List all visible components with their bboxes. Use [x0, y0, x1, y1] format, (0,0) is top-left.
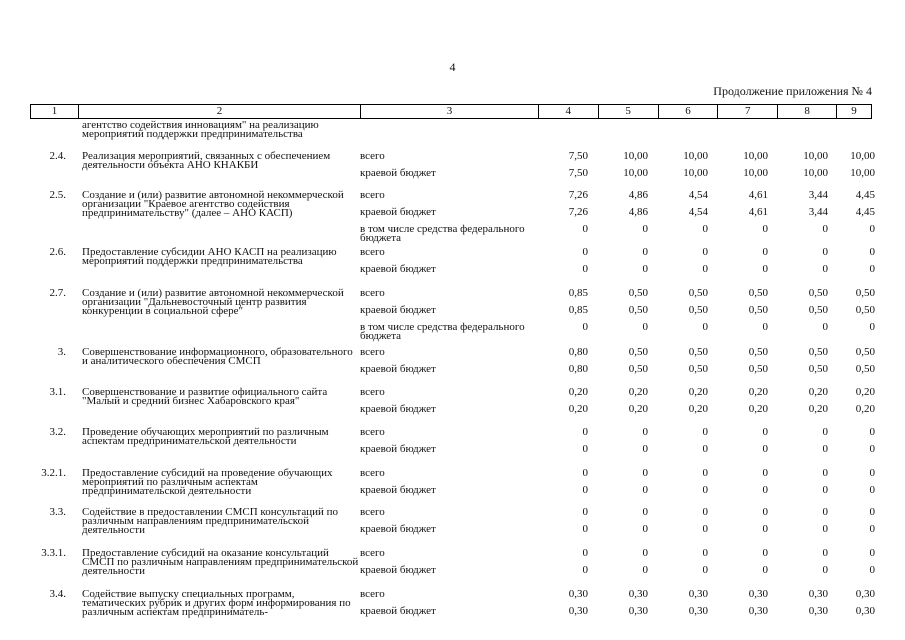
- value-cell: 0: [582, 426, 588, 438]
- value-cell: 3,44: [808, 206, 828, 218]
- row-number: 3.2.: [49, 426, 66, 438]
- funding-source: краевой бюджет: [360, 443, 436, 455]
- value-cell: 4,86: [628, 189, 648, 201]
- table-row: [30, 547, 875, 583]
- row-number: 3.3.1.: [41, 547, 66, 559]
- value-cell: 0: [582, 564, 588, 576]
- value-cell: 0,20: [568, 403, 588, 415]
- funding-source: краевой бюджет: [360, 363, 436, 375]
- value-cell: 0: [702, 484, 708, 496]
- funding-source: краевой бюджет: [360, 403, 436, 415]
- funding-line: [360, 323, 875, 341]
- table-row: [30, 588, 875, 624]
- value-cell: 0,50: [808, 304, 828, 316]
- funding-line: [360, 225, 875, 243]
- value-cell: 0,50: [748, 304, 768, 316]
- value-cell: 0: [869, 443, 875, 455]
- row-name: Предоставление субсидии АНО КАСП на реализацию мероприятий поддержки предпринимательства: [82, 246, 337, 267]
- value-cell: 0: [642, 484, 648, 496]
- funding-line: [360, 508, 875, 525]
- value-cell: 0: [702, 467, 708, 479]
- row-name: Совершенствование информационного, образовательного и аналитического обеспечения СМСП: [82, 346, 353, 367]
- table-row: [30, 189, 875, 244]
- value-cell: 0: [642, 523, 648, 535]
- funding-line: [360, 525, 875, 542]
- row-name: Содействие в предоставлении СМСП консультаций по различным направлениям предпринимательской деятельности: [82, 506, 339, 536]
- value-cell: 0: [762, 443, 768, 455]
- value-cell: 0: [702, 443, 708, 455]
- value-cell: 0,30: [568, 588, 588, 600]
- funding-source: всего: [360, 547, 385, 559]
- value-cell: 0: [702, 547, 708, 559]
- column-header: 2: [79, 105, 361, 118]
- value-cell: 10,00: [683, 167, 708, 179]
- table-row: [30, 346, 875, 382]
- funding-line: [360, 445, 875, 462]
- value-cell: 10,00: [803, 150, 828, 162]
- funding-line: [360, 152, 875, 169]
- value-cell: 0,85: [568, 304, 588, 316]
- value-cell: 0,30: [855, 605, 875, 617]
- row-number: 2.7.: [49, 287, 66, 299]
- value-cell: 7,50: [568, 150, 588, 162]
- value-cell: 0,50: [748, 346, 768, 358]
- funding-lines: [360, 348, 875, 382]
- funding-line: [360, 191, 875, 208]
- value-cell: 10,00: [623, 167, 648, 179]
- value-cell: 0: [582, 263, 588, 275]
- funding-source: краевой бюджет: [360, 167, 436, 179]
- row-number: 2.4.: [49, 150, 66, 162]
- column-header: 3: [361, 105, 539, 118]
- value-cell: 0: [642, 246, 648, 258]
- value-cell: 10,00: [683, 150, 708, 162]
- value-cell: 0,50: [808, 363, 828, 375]
- value-cell: 0: [822, 223, 828, 235]
- funding-line: [360, 348, 875, 365]
- value-cell: 0: [869, 321, 875, 333]
- value-cell: 0,50: [628, 363, 648, 375]
- value-cell: 0: [762, 547, 768, 559]
- value-cell: 0: [642, 467, 648, 479]
- value-cell: 10,00: [850, 167, 875, 179]
- funding-line: [360, 549, 875, 566]
- table-row: [30, 287, 875, 342]
- row-name: Предоставление субсидий на проведение обучающих мероприятий по различным аспектам предпринимательской деятельности: [82, 467, 333, 497]
- value-cell: 0,50: [628, 287, 648, 299]
- funding-source: всего: [360, 588, 385, 600]
- value-cell: 0: [582, 547, 588, 559]
- value-cell: 0: [869, 564, 875, 576]
- value-cell: 0: [762, 223, 768, 235]
- value-cell: 0: [762, 263, 768, 275]
- row-number: 2.5.: [49, 189, 66, 201]
- page-number: 4: [449, 60, 456, 74]
- value-cell: 0: [582, 523, 588, 535]
- value-cell: 0,50: [855, 287, 875, 299]
- value-cell: 0: [869, 484, 875, 496]
- funding-lines: [360, 388, 875, 422]
- table-body: [30, 119, 875, 630]
- funding-source: краевой бюджет: [360, 263, 436, 275]
- row-name: Совершенствование и развитие официального сайта "Малый и средний бизнес Хабаровского края": [82, 386, 328, 407]
- value-cell: 0: [762, 246, 768, 258]
- funding-line: [360, 365, 875, 382]
- value-cell: 0,50: [688, 346, 708, 358]
- value-cell: 0: [822, 523, 828, 535]
- column-header: 5: [599, 105, 659, 118]
- value-cell: 0: [869, 523, 875, 535]
- value-cell: 0: [869, 547, 875, 559]
- value-cell: 0: [642, 443, 648, 455]
- value-cell: 0: [582, 443, 588, 455]
- value-cell: 0: [762, 523, 768, 535]
- value-cell: 0: [762, 321, 768, 333]
- value-cell: 0,30: [688, 588, 708, 600]
- row-number: 3.2.1.: [41, 467, 66, 479]
- value-cell: 0: [582, 321, 588, 333]
- row-name: Содействие выпуску специальных программ, тематических рубрик и других форм информирования по различным аспектам предприниматель-: [82, 588, 351, 618]
- value-cell: 0,50: [688, 304, 708, 316]
- value-cell: 10,00: [803, 167, 828, 179]
- value-cell: 0: [869, 246, 875, 258]
- value-cell: 7,50: [568, 167, 588, 179]
- value-cell: 0,20: [808, 386, 828, 398]
- value-cell: 10,00: [623, 150, 648, 162]
- value-cell: 0: [642, 564, 648, 576]
- row-number: 2.6.: [49, 246, 66, 258]
- funding-line: [360, 486, 875, 503]
- value-cell: 0: [642, 263, 648, 275]
- funding-line: [360, 590, 875, 607]
- funding-source: краевой бюджет: [360, 484, 436, 496]
- funding-lines: [360, 469, 875, 503]
- continuation-label: Продолжение приложения № 4: [713, 84, 872, 98]
- value-cell: 0: [642, 547, 648, 559]
- value-cell: 0: [869, 506, 875, 518]
- value-cell: 0,30: [628, 588, 648, 600]
- value-cell: 0,30: [748, 605, 768, 617]
- value-cell: 10,00: [850, 150, 875, 162]
- value-cell: 0: [702, 523, 708, 535]
- value-cell: 0: [642, 506, 648, 518]
- row-name: Реализация мероприятий, связанных с обеспечением деятельности объекта АНО КНАКБИ: [82, 150, 331, 171]
- value-cell: 0: [762, 426, 768, 438]
- table-row: [30, 467, 875, 503]
- continued-text: агентство содействия инновациям" на реализацию мероприятий поддержки предпринимательства: [82, 119, 319, 140]
- funding-lines: [360, 289, 875, 341]
- value-cell: 0,50: [855, 346, 875, 358]
- funding-line: [360, 428, 875, 445]
- funding-line: [360, 265, 875, 282]
- funding-lines: [360, 248, 875, 282]
- value-cell: 0,50: [748, 363, 768, 375]
- column-header: 9: [851, 105, 857, 117]
- value-cell: 0,50: [855, 363, 875, 375]
- value-cell: 0,30: [748, 588, 768, 600]
- funding-line: [360, 469, 875, 486]
- value-cell: 0,30: [568, 605, 588, 617]
- funding-source: всего: [360, 287, 385, 299]
- value-cell: 4,61: [748, 189, 768, 201]
- funding-source: всего: [360, 346, 385, 358]
- value-cell: 0: [822, 547, 828, 559]
- value-cell: 0: [582, 246, 588, 258]
- funding-line: [360, 248, 875, 265]
- value-cell: 7,26: [568, 189, 588, 201]
- row-name: Предоставление субсидий на оказание консультаций СМСП по различным направлениям предпринимательской деятельности: [82, 547, 359, 577]
- value-cell: 0: [642, 321, 648, 333]
- value-cell: 0,20: [855, 386, 875, 398]
- value-cell: 0: [822, 263, 828, 275]
- funding-line: [360, 607, 875, 624]
- value-cell: 0,30: [808, 588, 828, 600]
- funding-source: краевой бюджет: [360, 564, 436, 576]
- funding-lines: [360, 549, 875, 583]
- funding-source: краевой бюджет: [360, 523, 436, 535]
- value-cell: 0: [822, 426, 828, 438]
- table-row: [30, 386, 875, 422]
- value-cell: 10,00: [743, 150, 768, 162]
- value-cell: 7,26: [568, 206, 588, 218]
- column-header: 1: [31, 105, 79, 118]
- column-header: 8: [778, 105, 837, 118]
- row-number: 3.1.: [49, 386, 66, 398]
- funding-source: всего: [360, 506, 385, 518]
- value-cell: 0,80: [568, 346, 588, 358]
- value-cell: 3,44: [808, 189, 828, 201]
- funding-source: всего: [360, 150, 385, 162]
- table-row: [30, 150, 875, 186]
- row-name: Создание и (или) развитие автономной некоммерческой организации "Дальневосточный центр развития конкуренции в социальной сфере": [82, 287, 344, 317]
- funding-lines: [360, 152, 875, 186]
- value-cell: 0: [822, 246, 828, 258]
- value-cell: 0: [582, 506, 588, 518]
- row-name: Создание и (или) развитие автономной некоммерческой организации "Краевое агентство содействия предпринимательству" (далее – АНО КАСП): [82, 189, 344, 219]
- value-cell: 4,45: [855, 189, 875, 201]
- column-header: 6: [659, 105, 719, 118]
- value-cell: 0,20: [855, 403, 875, 415]
- table-row: [30, 246, 875, 282]
- value-cell: 0,20: [688, 403, 708, 415]
- value-cell: 0: [822, 321, 828, 333]
- value-cell: 0: [822, 467, 828, 479]
- funding-source: всего: [360, 467, 385, 479]
- value-cell: 0: [702, 263, 708, 275]
- value-cell: 4,45: [855, 206, 875, 218]
- value-cell: 0: [642, 426, 648, 438]
- value-cell: 0: [702, 564, 708, 576]
- value-cell: 0,50: [688, 363, 708, 375]
- funding-line: [360, 566, 875, 583]
- value-cell: 0: [869, 426, 875, 438]
- value-cell: 0,85: [568, 287, 588, 299]
- funding-source: краевой бюджет: [360, 304, 436, 316]
- row-number: 3.4.: [49, 588, 66, 600]
- value-cell: 0: [869, 263, 875, 275]
- value-cell: 0,20: [568, 386, 588, 398]
- funding-line: [360, 388, 875, 405]
- funding-line: [360, 289, 875, 306]
- value-cell: 0: [762, 484, 768, 496]
- value-cell: 0,30: [688, 605, 708, 617]
- value-cell: 0,50: [688, 287, 708, 299]
- value-cell: 0,50: [855, 304, 875, 316]
- value-cell: 4,54: [688, 206, 708, 218]
- funding-source: в том числе средства федерального бюджета: [360, 223, 525, 244]
- table-header: [30, 104, 872, 119]
- value-cell: 0,20: [688, 386, 708, 398]
- value-cell: 0: [822, 506, 828, 518]
- value-cell: 0,80: [568, 363, 588, 375]
- funding-source: всего: [360, 189, 385, 201]
- funding-lines: [360, 191, 875, 243]
- column-header: 7: [718, 105, 778, 118]
- funding-source: всего: [360, 426, 385, 438]
- value-cell: 0,50: [628, 346, 648, 358]
- value-cell: 0: [869, 223, 875, 235]
- value-cell: 0: [582, 467, 588, 479]
- value-cell: 0: [762, 564, 768, 576]
- value-cell: 0: [762, 506, 768, 518]
- value-cell: 4,86: [628, 206, 648, 218]
- value-cell: 0: [702, 246, 708, 258]
- value-cell: 0: [702, 321, 708, 333]
- value-cell: 4,54: [688, 189, 708, 201]
- funding-line: [360, 169, 875, 186]
- value-cell: 0: [822, 484, 828, 496]
- value-cell: 0: [762, 467, 768, 479]
- value-cell: 0: [582, 484, 588, 496]
- value-cell: 0,50: [808, 287, 828, 299]
- funding-lines: [360, 508, 875, 542]
- row-name: Проведение обучающих мероприятий по различным аспектам предпринимательской деятельности: [82, 426, 329, 447]
- value-cell: 0: [869, 467, 875, 479]
- value-cell: 0,20: [748, 403, 768, 415]
- value-cell: 0: [702, 223, 708, 235]
- funding-line: [360, 405, 875, 422]
- funding-source: всего: [360, 386, 385, 398]
- value-cell: 0,30: [855, 588, 875, 600]
- value-cell: 0,50: [748, 287, 768, 299]
- value-cell: 0: [702, 506, 708, 518]
- table-row: [30, 426, 875, 462]
- row-number: 3.: [57, 346, 66, 358]
- value-cell: 0: [582, 223, 588, 235]
- value-cell: 0: [822, 564, 828, 576]
- value-cell: 0: [822, 443, 828, 455]
- funding-lines: [360, 428, 875, 462]
- value-cell: 0: [642, 223, 648, 235]
- table-row: [30, 506, 875, 542]
- value-cell: 0,20: [748, 386, 768, 398]
- value-cell: 0,20: [628, 386, 648, 398]
- value-cell: 0,20: [628, 403, 648, 415]
- funding-source: в том числе средства федерального бюджета: [360, 321, 525, 342]
- value-cell: 0,30: [628, 605, 648, 617]
- value-cell: 0,50: [808, 346, 828, 358]
- value-cell: 0,30: [808, 605, 828, 617]
- funding-lines: [360, 590, 875, 624]
- value-cell: 0,20: [808, 403, 828, 415]
- column-header: 4: [539, 105, 599, 118]
- value-cell: 0,50: [628, 304, 648, 316]
- row-number: 3.3.: [49, 506, 66, 518]
- funding-source: краевой бюджет: [360, 605, 436, 617]
- funding-source: краевой бюджет: [360, 206, 436, 218]
- value-cell: 0: [702, 426, 708, 438]
- value-cell: 4,61: [748, 206, 768, 218]
- funding-source: всего: [360, 246, 385, 258]
- value-cell: 10,00: [743, 167, 768, 179]
